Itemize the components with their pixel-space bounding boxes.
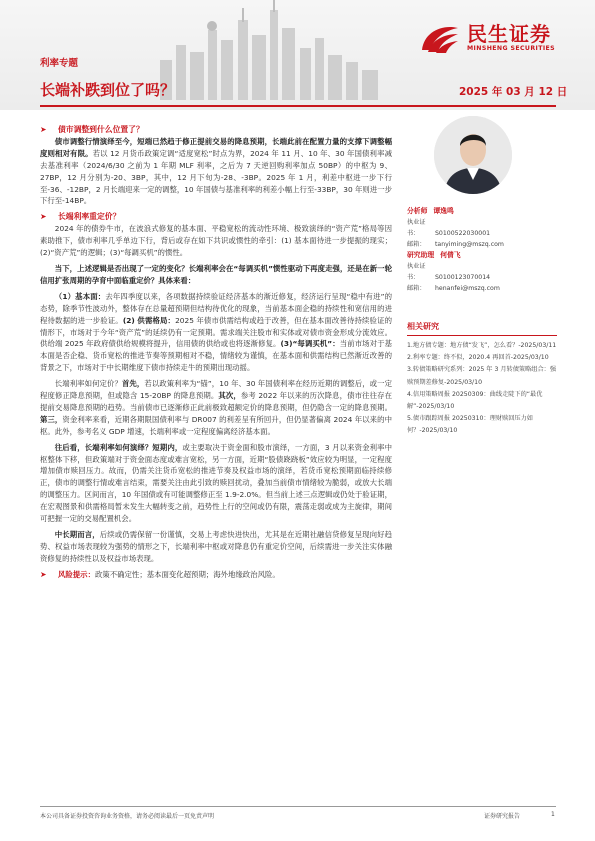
analyst-role: 分析师 [407, 207, 428, 215]
body-text: 资金利率来看，近期各期限国债利率与 DR007 的利差呈有所回升，但仍显著偏离 2024 年以来的中枢。此外，参考名义 GDP 增速，长端利率或一定程度偏离经济基本面。 [40, 414, 392, 436]
cert-label: 执业证书： [407, 219, 426, 237]
bold-text: 往后看，长端利率如何演绎？短期内， [54, 442, 183, 452]
arrow-bullet-icon: ➤ [40, 569, 47, 579]
body-text: 长端利率如何定价？ [54, 379, 122, 389]
bold-text: （1）基本面： [54, 291, 106, 301]
bold-text: (2) 供需格局： [122, 315, 176, 325]
section-heading [40, 124, 392, 136]
brand-name-en: MINSHENG SECURITIES [467, 45, 556, 52]
minsheng-logo-icon [418, 20, 462, 56]
risk-label: 风险提示： [58, 569, 95, 579]
body-text: 参考 2022 年以来的历次降息，债市往往存在提前交易降息预期的趋势。当前债市已逐渐修正此前极致超额定价的降息预期，但仍隐含一定的降息预期。 [40, 391, 392, 412]
body-text: 去年四季度以来，各项数据持续验证经济基本的渐近修复，经济运行呈现“稳中有进”的态势，除季节性波动外，整体存在总量超预期但结构待优化的现象，当前基本面企稳的持续性和宽信用的进程待数据的进一步验证。 [40, 291, 392, 325]
analyst-cert: S0100522030001 [435, 230, 491, 237]
bold-text: (3)“每调买机”： [280, 339, 340, 349]
related-research-item[interactable]: 3.转债策略研究系列：2025 年 3 月转债策略组合：强赎预期差修复-2025/03/10 [407, 366, 557, 386]
footer-disclaimer: 本公司具备证券投资咨询业务资格，请务必阅读最后一页免责声明 [40, 813, 215, 820]
risk-warning [40, 569, 392, 581]
analyst-email[interactable]: henanfei@mszq.com [435, 285, 500, 292]
body-paragraph [40, 263, 392, 287]
analyst-email[interactable]: tanyiming@mszq.com [435, 241, 504, 248]
related-research-list [407, 340, 557, 438]
analyst-info [407, 206, 557, 294]
arrow-bullet-icon: ➤ [40, 125, 47, 134]
risk-text: 政策不确定性；基本面变化超预期；海外地缘政治风险。 [94, 569, 280, 579]
bold-text: 债市调整行情演绎至今，短端已然趋于修正提前交易的降息预期，长端此前在配置力量的支撑下调整幅度则相对有限。 [40, 136, 392, 158]
analyst-photo [434, 116, 512, 194]
analyst-role: 研究助理 [407, 251, 435, 259]
related-research-item[interactable]: 5.债市跟踪周报 20250310：理财赎回压力如何？-2025/03/10 [407, 415, 533, 435]
analyst-1 [407, 206, 557, 217]
body-text: 2024 年的债券牛市，在波浪式修复的基本面、平稳宽松的流动性环境、极致演绎的“资产荒”格局等因素助推下，债市利率几乎单边下行，背后或存在如下共识或惯性的牵引：(1) 基本面待进一步提振的现实；(2)“资产荒”的逻辑；(3)“每調买机”的惯性。 [40, 224, 392, 258]
related-research-item[interactable]: 2.利率专题：终不似，2020.4 再回首-2025/03/10 [407, 354, 549, 362]
body-text: 若以 12 月货币政策定调“适度宽松”时点为界，2024 年 11 月、10 年、30 年国债利率减去基准利率（2024/6/30 之前为 1 年期 MLF 利率，之后为 7 天逆回购利率加点 50BP）的中枢为 9、27BP，12 月分别为-20、3BP，其中，12 月下旬为-28、-3BP。2025 年 1 月，利差中枢进一步下行至-36、-12BP，2 月长端迎来一定的调整，10 年国债与基准利率的利差小幅上行至-33BP，30 年则进一步下行至-14BP。 [40, 148, 392, 206]
body-paragraph [40, 136, 392, 207]
bold-text: 首先， [121, 379, 145, 389]
body-paragraph [40, 529, 392, 565]
page-number: 1 [551, 811, 555, 818]
analyst-2 [407, 250, 557, 261]
email-label: 邮箱： [407, 285, 426, 292]
related-research-item[interactable]: 1.地方债专题：地方债“发飞”，怎么看？-2025/03/11 [407, 342, 557, 349]
body-text: 若以政策利率为“锚”，10 年、30 年国债利率在经历近期的调整后，或一定程度修正降息预期，但或隐含 15-20BP 的降息预期。 [40, 379, 392, 401]
body-paragraph [40, 378, 392, 438]
city-skyline-image [150, 0, 410, 100]
related-research-title: 相关研究 [407, 321, 557, 336]
report-header [0, 0, 595, 110]
bold-text: 其次， [218, 391, 241, 401]
body-text: 或主要取决于资金面和股市演绎，一方面，3 月以来资金利率中枢整体下移，但政策端对于资金面态度或难言宽松，另一方面，近期“股债跷跷板”效应较为明显，一定程度增加债市赎回压力。故而，仍需关注货币宽松的推进节奏及权益市场的演绎，若货币宽松预期面临持续修正，债市的调整行情或难言结束，需要关注由此引致的赎回扰动，叠加当前债市情绪较为脆弱，或放大长端的调整压力。区间而言，10 年国债或有可能调整修正至 1.9-2.0%。但当前上述三点逻辑或仍处于验证期，在宏观图景和供需格局暂未发生大幅转变之前，趋势性上行的空间或仍有限，震荡走弱或成为主旋律，期间可把握一定的交易配置机会。 [40, 442, 392, 524]
analyst-name: 谭逸鸣 [433, 207, 454, 215]
bold-text: 第三， [40, 414, 63, 424]
body-text: 2025 年债市供需结构或趋于改善，但在基本面改善待持续验证的情形下，市场对于今年“资产荒”的延续仍有一定预期。需求端关注股市和实体或对债市资金形成分流效应。供给端 2025 年政府债供给规模将提升，信用债的供给或也将逐渐修复。 [40, 315, 392, 349]
body-text: 后续或仍需保留一份谨慎，交易上考虑快进快出，尤其是在近期社融信贷修复呈现向好趋势、权益市场表现较为强势的情形之下，长端利率中枢或对降息仍有重定价空间，后续需进一步关注实体融资修复的持续性以及权益市场表现。 [40, 530, 392, 563]
person-avatar-icon [434, 116, 512, 194]
report-body [40, 124, 392, 581]
email-label: 邮箱： [407, 241, 426, 248]
footer-divider [40, 806, 556, 807]
bold-text: 当下，上述逻辑是否出现了一定的变化？长端利率会在“每调买机”惯性驱动下再度走强，还是在新一轮信用扩张周期的孕育中面临重定价？具体来看： [40, 263, 392, 285]
analyst-name: 何倩飞 [440, 251, 461, 259]
brand-name-cn: 民生证券 [467, 22, 551, 46]
bold-text: 中长期而言， [54, 530, 100, 539]
report-date: 2025 年 03 月 12 日 [459, 86, 568, 98]
arrow-bullet-icon: ➤ [40, 212, 47, 222]
report-category: 利率专题 [40, 58, 79, 69]
related-research-item[interactable]: 4.信用策略周报 20250309：曲线走陡下的“最优解”-2025/03/10 [407, 390, 543, 411]
section-heading-text: 债市调整到什么位置了？ [58, 125, 144, 134]
section-heading-text: 长端利率重定价？ [58, 212, 121, 222]
header-divider [40, 105, 556, 107]
body-paragraph [40, 223, 392, 259]
body-paragraph [40, 442, 392, 525]
section-heading [40, 211, 392, 223]
body-paragraph [40, 291, 392, 374]
brand-logo [418, 20, 555, 56]
analyst-cert: S0100123070014 [435, 274, 491, 281]
related-research [407, 321, 557, 438]
report-title: 长端补跌到位了吗？ [40, 81, 176, 99]
body-text: 当前市场对于基本面是否企稳、货币宽松的推进节奏等预期相对不稳，情绪较为谨慎，在基本面和供需结构已然渐近改善的背景之下，市场对于中长期维度下债市持续走牛的预期出现动摇。 [40, 339, 392, 373]
footer-doc-type: 证券研究报告 [484, 813, 521, 820]
cert-label: 执业证书： [407, 263, 426, 281]
